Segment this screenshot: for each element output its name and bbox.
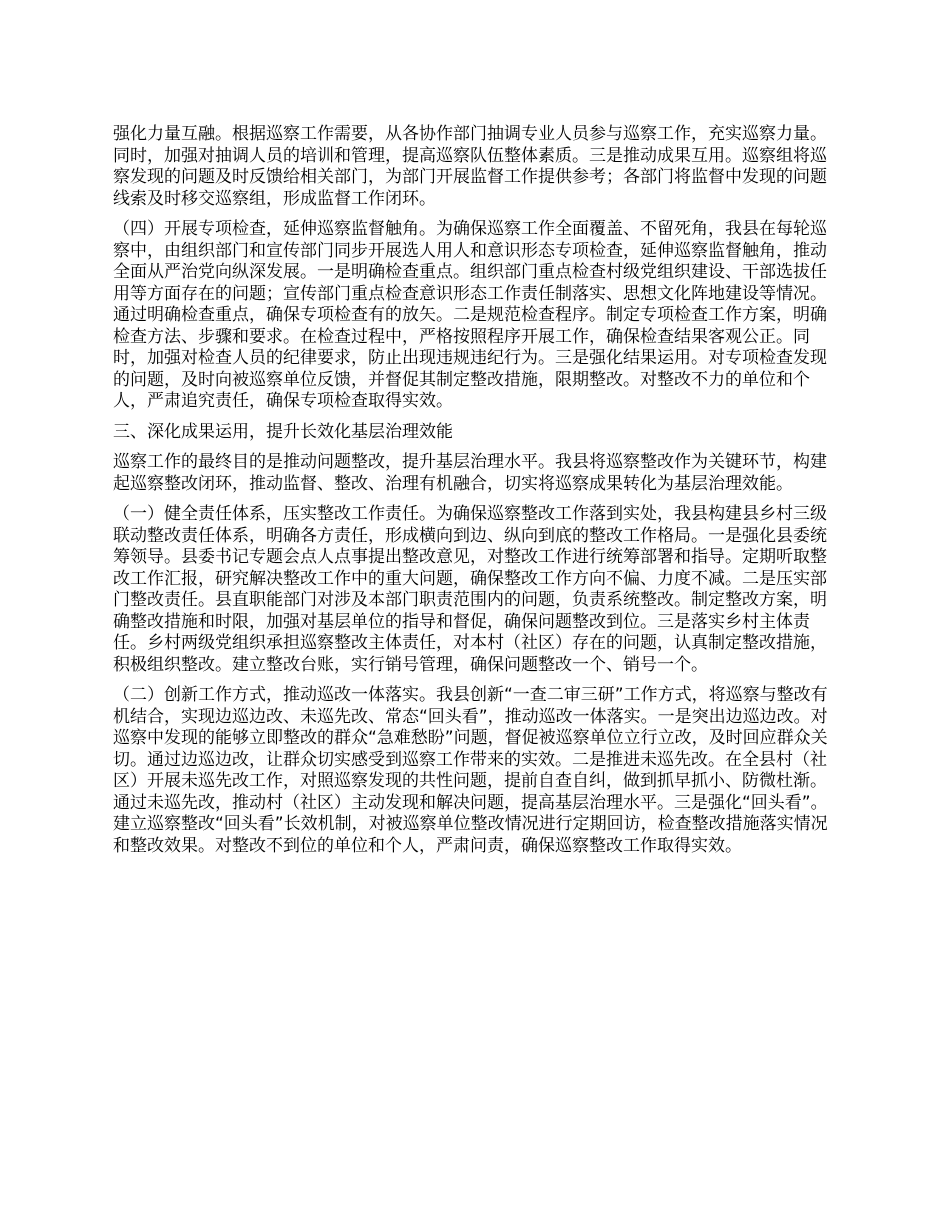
paragraph-responsibility-system: （一）健全责任体系，压实整改工作责任。为确保巡察整改工作落到实处，我县构建县乡村三级联动整改责任体系，明确各方责任，形成横向到边、纵向到底的整改工作格局。一是强化县委统筹领导。县委书记专题会点人点事提出整改意见，对整改工作进行统筹部署和指导。定期听取整改工作汇报，研究解决整改工作中的重大问题，确保整改工作方向不偏、力度不减。二是压实部门整改责任。县直职能部门对涉及本部门职责范围内的问题，负责系统整改。制定整改方案，明确整改措施和时限，加强对基层单位的指导和督促，确保问题整改到位。三是落实乡村主体责任。乡村两级党组织承担巡察整改主体责任，对本村（社区）存在的问题，认真制定整改措施，积极组织整改。建立整改台账，实行销号管理，确保问题整改一个、销号一个。	[113, 504, 827, 675]
section-heading-three: 三、深化成果运用，提升长效化基层治理效能	[113, 421, 453, 442]
paragraph-section-three-intro: 巡察工作的最终目的是推动问题整改，提升基层治理水平。我县将巡察整改作为关键环节，构建起巡察整改闭环，推动监督、整改、治理有机融合，切实将巡察成果转化为基层治理效能。	[113, 452, 827, 494]
paragraph-strengthen-force: 强化力量互融。根据巡察工作需要，从各协作部门抽调专业人员参与巡察工作，充实巡察力量。同时，加强对抽调人员的培训和管理，提高巡察队伍整体素质。三是推动成果互用。巡察组将巡察发现的问题及时反馈给相关部门，为部门开展监督工作提供参考；各部门将监督中发现的问题线索及时移交巡察组，形成监督工作闭环。	[113, 124, 827, 209]
paragraph-special-inspection: （四）开展专项检查，延伸巡察监督触角。为确保巡察工作全面覆盖、不留死角，我县在每轮巡察中，由组织部门和宣传部门同步开展选人用人和意识形态专项检查，延伸巡察监督触角，推动全面从严治党向纵深发展。一是明确检查重点。组织部门重点检查村级党组织建设、干部选拔任用等方面存在的问题；宣传部门重点检查意识形态工作责任制落实、思想文化阵地建设等情况。通过明确检查重点，确保专项检查有的放矢。二是规范检查程序。制定专项检查工作方案，明确检查方法、步骤和要求。在检查过程中，严格按照程序开展工作，确保检查结果客观公正。同时，加强对检查人员的纪律要求，防止出现违规违纪行为。三是强化结果运用。对专项检查发现的问题，及时向被巡察单位反馈，并督促其制定整改措施，限期整改。对整改不力的单位和个人，严肃追究责任，确保专项检查取得实效。	[113, 219, 827, 411]
paragraph-innovate-methods: （二）创新工作方式，推动巡改一体落实。我县创新“一查二审三研”工作方式，将巡察与整改有机结合，实现边巡边改、未巡先改、常态“回头看”，推动巡改一体落实。一是突出边巡边改。对巡察中发现的能够立即整改的群众“急难愁盼”问题，督促被巡察单位立行立改，及时回应群众关切。通过边巡边改，让群众切实感受到巡察工作带来的实效。二是推进未巡先改。在全县村（社区）开展未巡先改工作，对照巡察发现的共性问题，提前自查自纠，做到抓早抓小、防微杜渐。通过未巡先改，推动村（社区）主动发现和解决问题，提高基层治理水平。三是强化“回头看”。建立巡察整改“回头看”长效机制，对被巡察单位整改情况进行定期回访，检查整改措施落实情况和整改效果。对整改不到位的单位和个人，严肃问责，确保巡察整改工作取得实效。	[113, 685, 828, 856]
document-body	[113, 124, 840, 866]
